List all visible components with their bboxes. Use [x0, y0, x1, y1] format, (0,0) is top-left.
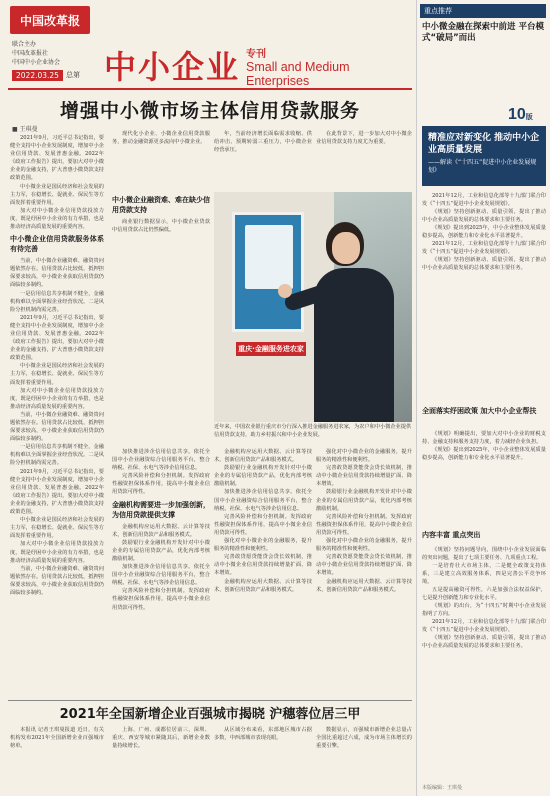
paragraph: 现代化小企业、小微企业信用贷款服务，推动金融资源更多流向中小微企业。	[112, 131, 210, 146]
paragraph: 强化对中小微企业的金融服务，提升服务的精准性和便利性。	[316, 449, 412, 464]
paragraph: 上海、广州、成都位居前三，深圳、重庆、西安等城市紧随其后，新增企业数量持续增长。	[112, 727, 210, 749]
paragraph: 完善敢贷愿贷能贷会贷长效机制，推动中小微企业信用贷款持续增量扩面、降本增效。	[316, 554, 412, 577]
publisher-line: 中国中小企业协会	[12, 59, 61, 66]
article-column-4	[316, 130, 412, 188]
paragraph: 完善风险补偿和分担机制。发挥政府性融资担保体系作用，提高中小微企业信用贷款可得性。	[112, 588, 210, 611]
paragraph: 中小微企业是国民经济和社会发展的主力军，在稳增长、促就业、保民生等方面发挥着重要作用。	[10, 363, 104, 386]
article-column-2-lower	[112, 448, 210, 694]
page-number	[508, 106, 533, 124]
sidebar-feature-headline	[422, 126, 546, 186]
paragraph: 金融机构应运用大数据、云计算等技术，创新信用贷款产品和服务模式。	[214, 578, 312, 593]
lower-column-4	[316, 726, 412, 788]
sidebar-column-3	[422, 546, 546, 780]
issue-number: 总第	[66, 71, 80, 79]
sidebar-subheading: 内容丰富 重点突出	[422, 531, 481, 539]
masthead-divider	[8, 88, 412, 90]
article-column-2-continued	[112, 192, 210, 264]
paragraph: 一是信用信息共享机制不健全，金融机构难以全面掌握企业经营状况。二是风险分担机制尚需完善。	[10, 444, 104, 467]
paragraph: 2021年9月，习近平总书记指出，要健全支持中小企业发展制度，增加中小企业信用贷款、发展普惠金融。2022年《政府工作报告》提出，要加大对中小微企业的金融支持，扩大普惠小微贷款支持政策范围。	[10, 468, 104, 516]
subheading: 中小微企业信用贷款服务体系有待完善	[10, 235, 104, 254]
paragraph: 五是提高融资可得性，六是加强合法权益保护，七是提升创新能力和专业化水平。	[422, 587, 546, 601]
sidebar-subheading: 全面落实纾困政策 加大中小企业帮扶	[422, 407, 537, 415]
paragraph: 完善敢贷愿贷能贷会贷长效机制，推动中小微企业信用贷款持续增量扩面、降本增效。	[316, 465, 412, 488]
byline: ■ 王琪曼	[12, 126, 38, 133]
paragraph: 2021年9月，习近平总书记指出，要健全支持中小企业发展制度，增加中小企业信用贷款、发展普惠金融。2022年《政府工作报告》提出，要加大对中小微企业的金融支持，扩大普惠小微贷款支持政策范围。	[10, 314, 104, 362]
sidebar-footer: 本版编辑：王琪曼	[422, 785, 463, 791]
paragraph: 2021年12月，工业和信息化部等十九部门联合印发《“十四五”促进中小企业发展规划》。	[422, 241, 546, 255]
paragraph: 强化对中小微企业的金融服务，提升服务的精准性和便利性。	[316, 538, 412, 553]
paragraph: 完善风险补偿和分担机制。发挥政府性融资担保体系作用，提高中小微企业信用贷款可得性。	[214, 513, 312, 536]
paragraph: 数据显示，百强城市新增企业总量占全国比重超过六成，成为市场主体增长的重要引擎。	[316, 727, 412, 749]
sidebar-column-1	[422, 192, 546, 402]
paragraph: 金融机构应运用大数据、云计算等技术，创新信用贷款产品和服务模式。	[316, 578, 412, 593]
photo-caption: 近年来，中国农业银行重庆市分行深入推进金融服务进农家，为农户和中小微企业提供信用贷款支持，助力乡村振兴和中小企业发展。	[214, 424, 412, 438]
feature-subtitle: ——解读《“十四五”促进中小企业发展规划》	[428, 159, 537, 174]
paragraph: 年，当前经济增长面临需求收缩、供给冲击、预期转弱三重压力，中小微企业经营承压。	[214, 131, 312, 154]
paragraph: 加快推进涉企信用信息共享。依托全国中小企业融资综合信用服务平台，整合纳税、社保、水电气等涉企信用信息。	[214, 489, 312, 512]
article-column-3-lower	[214, 448, 312, 694]
section-subtitle: 专刊	[246, 49, 266, 60]
paragraph: 鼓励银行业金融机构开发针对中小微企业的专属信用贷款产品，优化内部考核激励机制。	[112, 539, 210, 562]
paragraph: 金融机构应运用大数据、云计算等技术，创新信用贷款产品和服务模式。	[214, 449, 312, 464]
lower-headline: 2021年全国新增企业百强城市揭晓 沪穗蓉位居三甲	[59, 707, 361, 722]
article-column-3	[214, 130, 312, 188]
paragraph: 当前，中小微企业融资难、融资贵问题依然存在。信用贷款占比较低，抵押担保要求较高，中小微企业获取信用贷款仍面临较多制约。	[10, 565, 104, 596]
paragraph: 2021年9月，习近平总书记指出，要健全支持中小企业发展制度，增加中小企业信用贷款、发展普惠金融。2022年《政府工作报告》提出，要加大对中小微企业的金融支持，扩大普惠小微贷款支持政策范围。	[10, 135, 104, 182]
section-divider	[8, 700, 412, 701]
paragraph: 《规划》提出到2025年，中小企业整体发展质量稳步提高，创新能力和专业化水平显著提升。	[422, 447, 546, 461]
paragraph: 加快推进涉企信用信息共享。依托全国中小企业融资综合信用服务平台，整合纳税、社保、水电气等涉企信用信息。	[112, 564, 210, 587]
paragraph: 中小微企业是国民经济和社会发展的主力军，在稳增长、促就业、保民生等方面发挥着重要作用。	[10, 517, 104, 540]
article-column-2	[112, 130, 210, 188]
subheading: 中小微企业融资难、难在缺少信用贷款支持	[112, 196, 210, 214]
paragraph: 2021年12月，工业和信息化部等十九部门联合印发《“十四五”促进中小企业发展规划》。	[422, 193, 546, 207]
sidebar-column-2	[422, 430, 546, 526]
paragraph: 当前，中小微企业融资难、融资贵问题依然存在。信用贷款占比较低，抵押担保要求较高，中小微企业获取信用贷款仍面临较多制约。	[10, 258, 104, 289]
paragraph: 加大对中小微企业信用贷款投放力度，既是纾困中小企业的有力举措，也是推动经济高质量发展的重要内容。	[10, 541, 104, 564]
paragraph: 《规划》坚持创新驱动、质量引领，提出了推动中小企业高质量发展的总体要求和主要任务。	[422, 257, 546, 271]
paragraph: 强化对中小微企业的金融服务，提升服务的精准性和便利性。	[214, 538, 312, 553]
paragraph: 完善风险补偿和分担机制。发挥政府性融资担保体系作用，提高中小微企业信用贷款可得性。	[316, 513, 412, 536]
sidebar-tab: 重点推荐	[420, 4, 546, 18]
subheading: 金融机构需要进一步加强创新，为信用贷款提供支撑	[112, 500, 210, 519]
paragraph: 加大对中小微企业信用贷款投放力度，既是纾困中小企业的有力举措，也是推动经济高质量发展的重要内容。	[10, 207, 104, 231]
page-number-label: 版	[525, 114, 533, 121]
paragraph: 2021年12月，工业和信息化部等十九部门联合印发《“十四五”促进中小企业发展规划》。	[422, 619, 546, 633]
sidebar-headline: 中小微金融在探索中前进 平台模式“破局”而出	[422, 22, 544, 43]
lower-column-1	[10, 726, 104, 788]
paragraph: 《规划》明确提出，要加大对中小企业的财税支持、金融支持和服务支持力度，着力减轻企业负担。	[422, 431, 546, 445]
paragraph: 从区域分布来看，东部地区城市占据多数，中西部城市表现亮眼。	[214, 727, 312, 741]
lower-column-2	[112, 726, 210, 788]
feature-title: 精准应对新变化 推动中小企业高质量发展	[428, 133, 540, 155]
newspaper-logo: 中国改革报	[10, 6, 90, 34]
publisher-line: 联合主办	[12, 41, 37, 48]
paragraph: 一是信用信息共享机制不健全，金融机构难以全面掌握企业经营状况。二是风险分担机制尚需完善。	[10, 290, 104, 313]
paragraph: 《规划》坚持创新驱动、质量引领，提出了推动中小企业高质量发展的总体要求和主要任务。	[422, 209, 546, 223]
paragraph: 《规划》提出到2025年，中小企业整体发展质量稳步提高，创新能力和专业化水平显著提升。	[422, 225, 546, 239]
paragraph: 《规划》坚持问题导向，围绕中小企业发展面临的突出问题，提出了七项主要任务、九项重点工程。	[422, 547, 546, 561]
photo-poster	[232, 212, 304, 332]
paragraph: 鼓励银行业金融机构开发针对中小微企业的专属信用贷款产品，优化内部考核激励机制。	[316, 489, 412, 512]
paragraph: 加大对中小微企业信用贷款投放力度，既是纾困中小企业的有力举措，也是推动经济高质量发展的重要内容。	[10, 387, 104, 410]
paragraph: 加快推进涉企信用信息共享。依托全国中小企业融资综合信用服务平台，整合纳税、社保、水电气等涉企信用信息。	[112, 449, 210, 472]
paragraph: 当前，中小微企业融资难、融资贵问题依然存在。信用贷款占比较低，抵押担保要求较高，中小微企业获取信用贷款仍面临较多制约。	[10, 411, 104, 443]
publisher-line: 中国改革报社	[12, 50, 49, 57]
masthead	[0, 0, 412, 92]
article-column-4-lower	[316, 448, 412, 694]
page-number-value: 10	[508, 106, 526, 123]
paragraph: 中小微企业是国民经济和社会发展的主力军，在稳增长、促就业、保民生等方面发挥着重要作用。	[10, 183, 104, 206]
main-headline: 增强中小微市场主体信用贷款服务	[59, 100, 360, 122]
paragraph: 《规划》的出台，为“十四五”时期中小企业发展指明了方向。	[422, 603, 546, 617]
article-column-1	[10, 134, 104, 694]
section-title: 中小企业	[104, 48, 241, 86]
paragraph: 本报讯 记者王琪曼报道 近日，有关机构发布2021年全国新增企业百强城市榜单。	[10, 727, 104, 749]
news-photo	[214, 192, 412, 422]
paragraph: 商业银行数据显示，中小微企业贷款中信用贷款占比仍然偏低。	[112, 219, 210, 234]
photo-sign: 重庆·金融服务进农家	[236, 342, 306, 356]
lower-column-3	[214, 726, 312, 788]
paragraph: 完善敢贷愿贷能贷会贷长效机制，推动中小微企业信用贷款持续增量扩面、降本增效。	[214, 554, 312, 577]
paragraph: 鼓励银行业金融机构开发针对中小微企业的专属信用贷款产品，优化内部考核激励机制。	[214, 465, 312, 488]
section-english-title: Small and Medium Enterprises	[246, 60, 350, 88]
paragraph: 一是培育壮大市场主体，二是健全政策支持体系，三是建立高效服务体系，四是完善公平竞争环境。	[422, 563, 546, 585]
paragraph: 在此背景下，进一步加大对中小微企业信用贷款支持力度尤为重要。	[316, 131, 412, 146]
paragraph: 《规划》坚持创新驱动、质量引领，提出了推动中小企业高质量发展的总体要求和主要任务。	[422, 635, 546, 649]
publisher-info	[12, 40, 60, 67]
paragraph: 完善风险补偿和分担机制。发挥政府性融资担保体系作用，提高中小微企业信用贷款可得性。	[112, 473, 210, 496]
paragraph: 金融机构应运用大数据、云计算等技术，创新信用贷款产品和服务模式。	[112, 523, 210, 538]
issue-date: 2022.03.25	[12, 70, 63, 81]
